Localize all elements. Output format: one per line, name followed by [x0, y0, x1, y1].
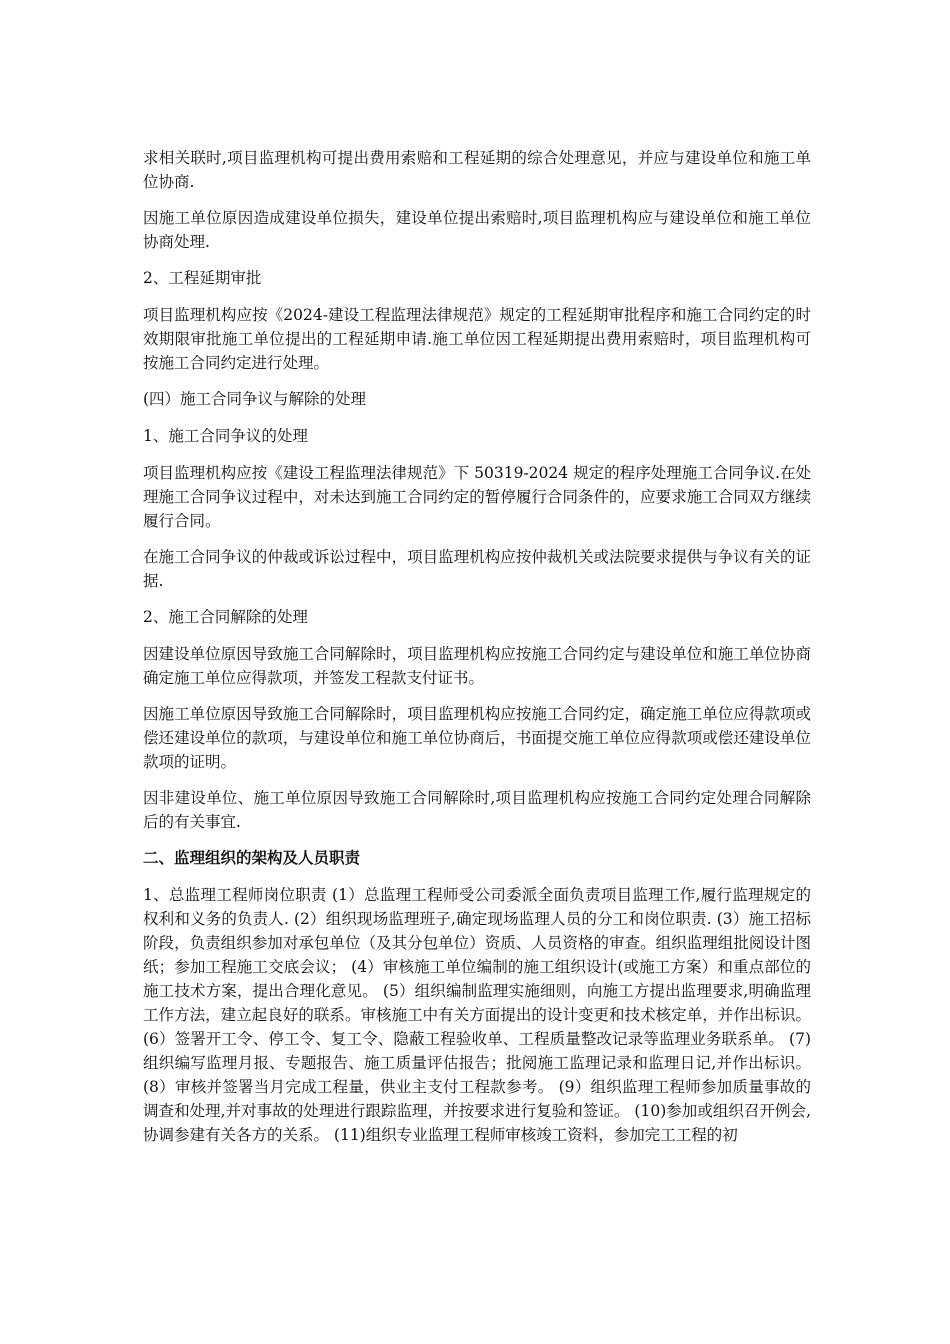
subheading-dispute-handling: 1、施工合同争议的处理	[143, 427, 308, 445]
section-heading-organization: 二、监理组织的架构及人员职责	[143, 849, 361, 867]
paragraph-chief-engineer-duties: 1、总监理工程师岗位职责 (1）总监理工程师受公司委派全面负责项目监理工作,履行监理规定的权利和义务的负责人. (2）组织现场监理班子,确定现场监理人员的分工和岗位职责. (3）施工招标阶段，负责组织参加对承包单位（及其分包单位）资质、人员资格的审查。组织监理组批阅设计图纸；参加工程施工交底会议； (4）审核施工单位编制的施工组织设计(或施工方案）和重点部位的施工技术方案，提出合理化意见。 (5）组织编制监理实施细则，向施工方提出监理要求,明确监理工作方法，建立起良好的联系。审核施工中有关方面提出的设计变更和技术核定单，并作出标识。 (6）签署开工令、停工令、复工令、隐蔽工程验收单、工程质量整改记录等监理业务联系单。 (7)组织编写监理月报、专题报告、施工质量评估报告；批阅施工监理记录和监理日记,并作出标识。 (8）审核并签署当月完成工程量，供业主支付工程款参考。 (9）组织监理工程师参加质量事故的调查和处理,并对事故的处理进行跟踪监理，并按要求进行复验和签证。 (10)参加或组织召开例会,协调参建有关各方的关系。 (11)组织专业监理工程师审核竣工资料，参加完工工程的初	[143, 886, 811, 1144]
paragraph-termination-contractor: 因施工单位原因导致施工合同解除时，项目监理机构应按施工合同约定，确定施工单位应得款项或偿还建设单位的款项，与建设单位和施工单位协商后，书面提交施工单位应得款项或偿还建设单位款项的证明。	[143, 705, 811, 771]
section-heading-disputes: (四）施工合同争议与解除的处理	[143, 390, 367, 408]
document-body	[143, 146, 811, 1147]
paragraph-claims-loss: 因施工单位原因造成建设单位损失，建设单位提出索赔时,项目监理机构应与建设单位和施工单位协商处理.	[143, 209, 811, 251]
paragraph-dispute-handling: 项目监理机构应按《建设工程监理法律规范》下 50319-2024 规定的程序处理施工合同争议.在处理施工合同争议过程中，对未达到施工合同约定的暂停履行合同条件的，应要求施工合同双方继续履行合同。	[143, 464, 811, 530]
paragraph-termination-owner: 因建设单位原因导致施工合同解除时，项目监理机构应按施工合同约定与建设单位和施工单位协商确定施工单位应得款项，并签发工程款支付证书。	[143, 645, 811, 687]
subheading-extension-approval: 2、工程延期审批	[143, 269, 262, 287]
paragraph-termination-other: 因非建设单位、施工单位原因导致施工合同解除时,项目监理机构应按施工合同约定处理合同解除后的有关事宜.	[143, 789, 811, 831]
paragraph-claims-combined: 求相关联时,项目监理机构可提出费用索赔和工程延期的综合处理意见，并应与建设单位和施工单位协商.	[143, 149, 811, 191]
paragraph-dispute-evidence: 在施工合同争议的仲裁或诉讼过程中，项目监理机构应按仲裁机关或法院要求提供与争议有关的证据.	[143, 548, 811, 590]
subheading-termination: 2、施工合同解除的处理	[143, 608, 308, 626]
paragraph-extension-approval: 项目监理机构应按《2024-建设工程监理法律规范》规定的工程延期审批程序和施工合同约定的时效期限审批施工单位提出的工程延期申请.施工单位因工程延期提出费用索赔时，项目监理机构可按施工合同约定进行处理。	[143, 306, 811, 372]
